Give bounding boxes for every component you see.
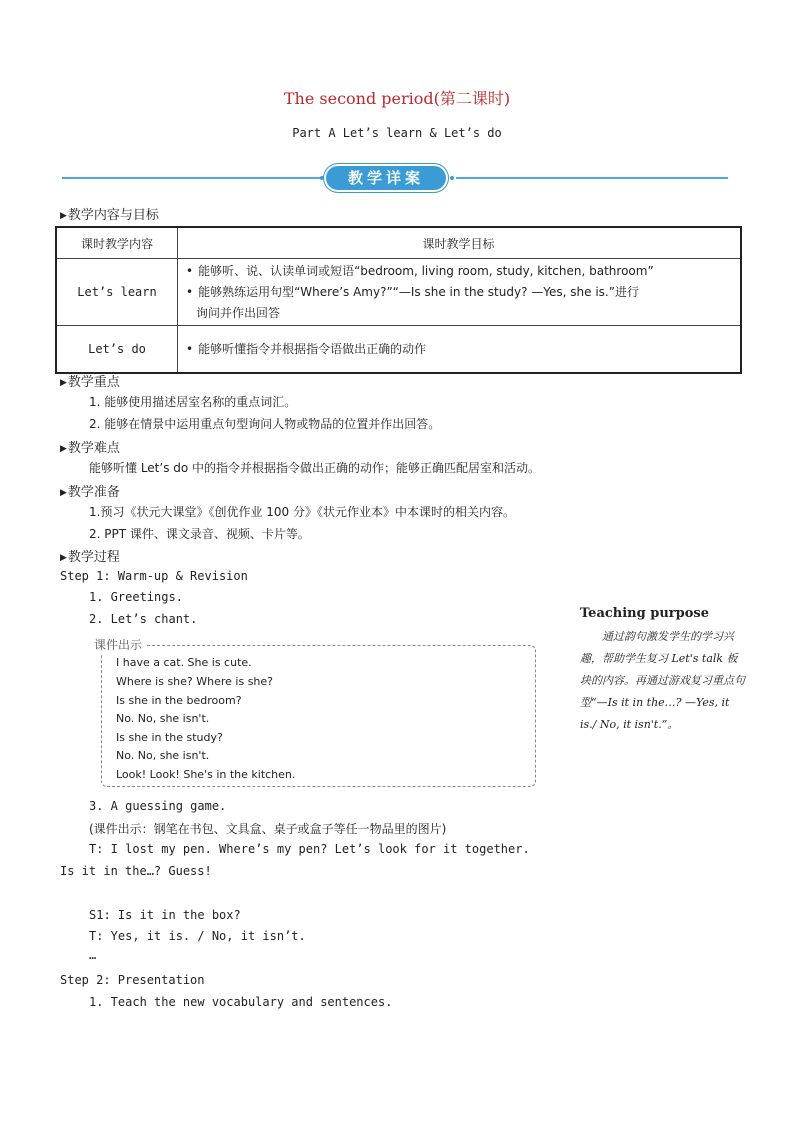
banner-dot-left bbox=[320, 176, 324, 180]
page-subtitle: Part A Let’s learn & Let’s do bbox=[292, 126, 502, 140]
table-header-row bbox=[56, 227, 741, 259]
goal-bullet: • 能够听懂指令并根据指令语做出正确的动作 bbox=[186, 341, 427, 356]
step1-title: Step 1: Warm-up & Revision bbox=[60, 569, 248, 583]
preparation-heading: ▶教学准备 bbox=[60, 485, 120, 500]
chant-label: 课件出示 bbox=[91, 636, 145, 653]
chant-line: Look! Look! She's in the kitchen. bbox=[116, 768, 296, 781]
triangle-bullet-icon: ▶ bbox=[60, 378, 67, 388]
goal-bullet: • 能够熟练运用句型“Where’s Amy?”“—Is she in the study? —Yes, she is.”进行 bbox=[186, 284, 639, 299]
step1-item: 2. Let’s chant. bbox=[89, 612, 198, 626]
game-note: (课件出示：钢笔在书包、文具盒、桌子或盒子等任一物品里的图片) bbox=[89, 822, 447, 836]
dialogue-ellipsis: … bbox=[89, 948, 97, 962]
step2-item: 1. Teach the new vocabulary and sentences. bbox=[89, 995, 393, 1009]
goals-table bbox=[55, 226, 742, 374]
dialogue-line: T: I lost my pen. Where’s my pen? Let’s look for it together. bbox=[89, 842, 530, 856]
step2-title: Step 2: Presentation bbox=[60, 973, 205, 987]
difficulties-text: 能够听懂 Let’s do 中的指令并根据指令做出正确的动作；能够正确匹配居室和活动。 bbox=[89, 461, 541, 475]
preparation-item: 1.预习《状元大课堂》《创优作业 100 分》《状元作业本》中本课时的相关内容。 bbox=[89, 505, 515, 519]
col-header-content: 课时教学内容 bbox=[56, 227, 178, 259]
preparation-item: 2. PPT 课件、课文录音、视频、卡片等。 bbox=[89, 527, 310, 541]
key-point-item: 1. 能够使用描述居室名称的重点词汇。 bbox=[89, 395, 297, 409]
row-content-lets-learn: Let’s learn bbox=[56, 259, 178, 326]
triangle-bullet-icon: ▶ bbox=[60, 488, 67, 498]
chant-line: No. No, she isn't. bbox=[116, 712, 210, 725]
chant-line: Where is she? Where is she? bbox=[116, 675, 274, 688]
chant-line: I have a cat. She is cute. bbox=[116, 656, 252, 669]
triangle-bullet-icon: ▶ bbox=[60, 553, 67, 563]
goals-heading: ▶教学内容与目标 bbox=[60, 208, 159, 223]
table-row bbox=[56, 326, 741, 374]
triangle-bullet-icon: ▶ bbox=[60, 444, 67, 454]
step1-item: 1. Greetings. bbox=[89, 590, 183, 604]
banner-dot-right bbox=[450, 176, 454, 180]
chant-line: No. No, she isn't. bbox=[116, 749, 210, 762]
game-title: 3. A guessing game. bbox=[89, 799, 227, 813]
teaching-purpose-title: Teaching purpose bbox=[580, 606, 709, 621]
key-point-item: 2. 能够在情景中运用重点句型询问人物或物品的位置并作出回答。 bbox=[89, 417, 441, 431]
teaching-purpose-text: 通过韵句激发学生的学习兴趣，帮助学生复习 Let's talk 板块的内容。再通过游戏复习重点句型“—Is it in the…? —Yes, it is./ No, it isn't.”。 bbox=[580, 630, 745, 731]
chant-line: Is she in the bedroom? bbox=[116, 694, 242, 707]
process-heading: ▶教学过程 bbox=[60, 550, 120, 565]
page-title: The second period(第二课时) bbox=[283, 89, 511, 108]
difficulties-heading: ▶教学难点 bbox=[60, 441, 120, 456]
table-row bbox=[56, 259, 741, 326]
dialogue-line: T: Yes, it is. / No, it isn’t. bbox=[89, 929, 306, 943]
key-points-heading: ▶教学重点 bbox=[60, 375, 120, 390]
banner-line-right bbox=[456, 177, 728, 179]
dialogue-line: Is it in the…? Guess! bbox=[60, 864, 212, 878]
section-banner: 教学详案 bbox=[326, 166, 446, 190]
col-header-goals: 课时教学目标 bbox=[178, 227, 742, 259]
goal-bullet-continuation: 询问并作出回答 bbox=[196, 305, 281, 320]
banner-line-left bbox=[62, 177, 324, 179]
row-content-lets-do: Let’s do bbox=[56, 326, 178, 374]
goal-bullet: • 能够听、说、认读单词或短语“bedroom, living room, study, kitchen, bathroom” bbox=[186, 263, 654, 278]
dialogue-line: S1: Is it in the box? bbox=[89, 908, 241, 922]
chant-line: Is she in the study? bbox=[116, 731, 223, 744]
triangle-bullet-icon: ▶ bbox=[60, 211, 67, 221]
